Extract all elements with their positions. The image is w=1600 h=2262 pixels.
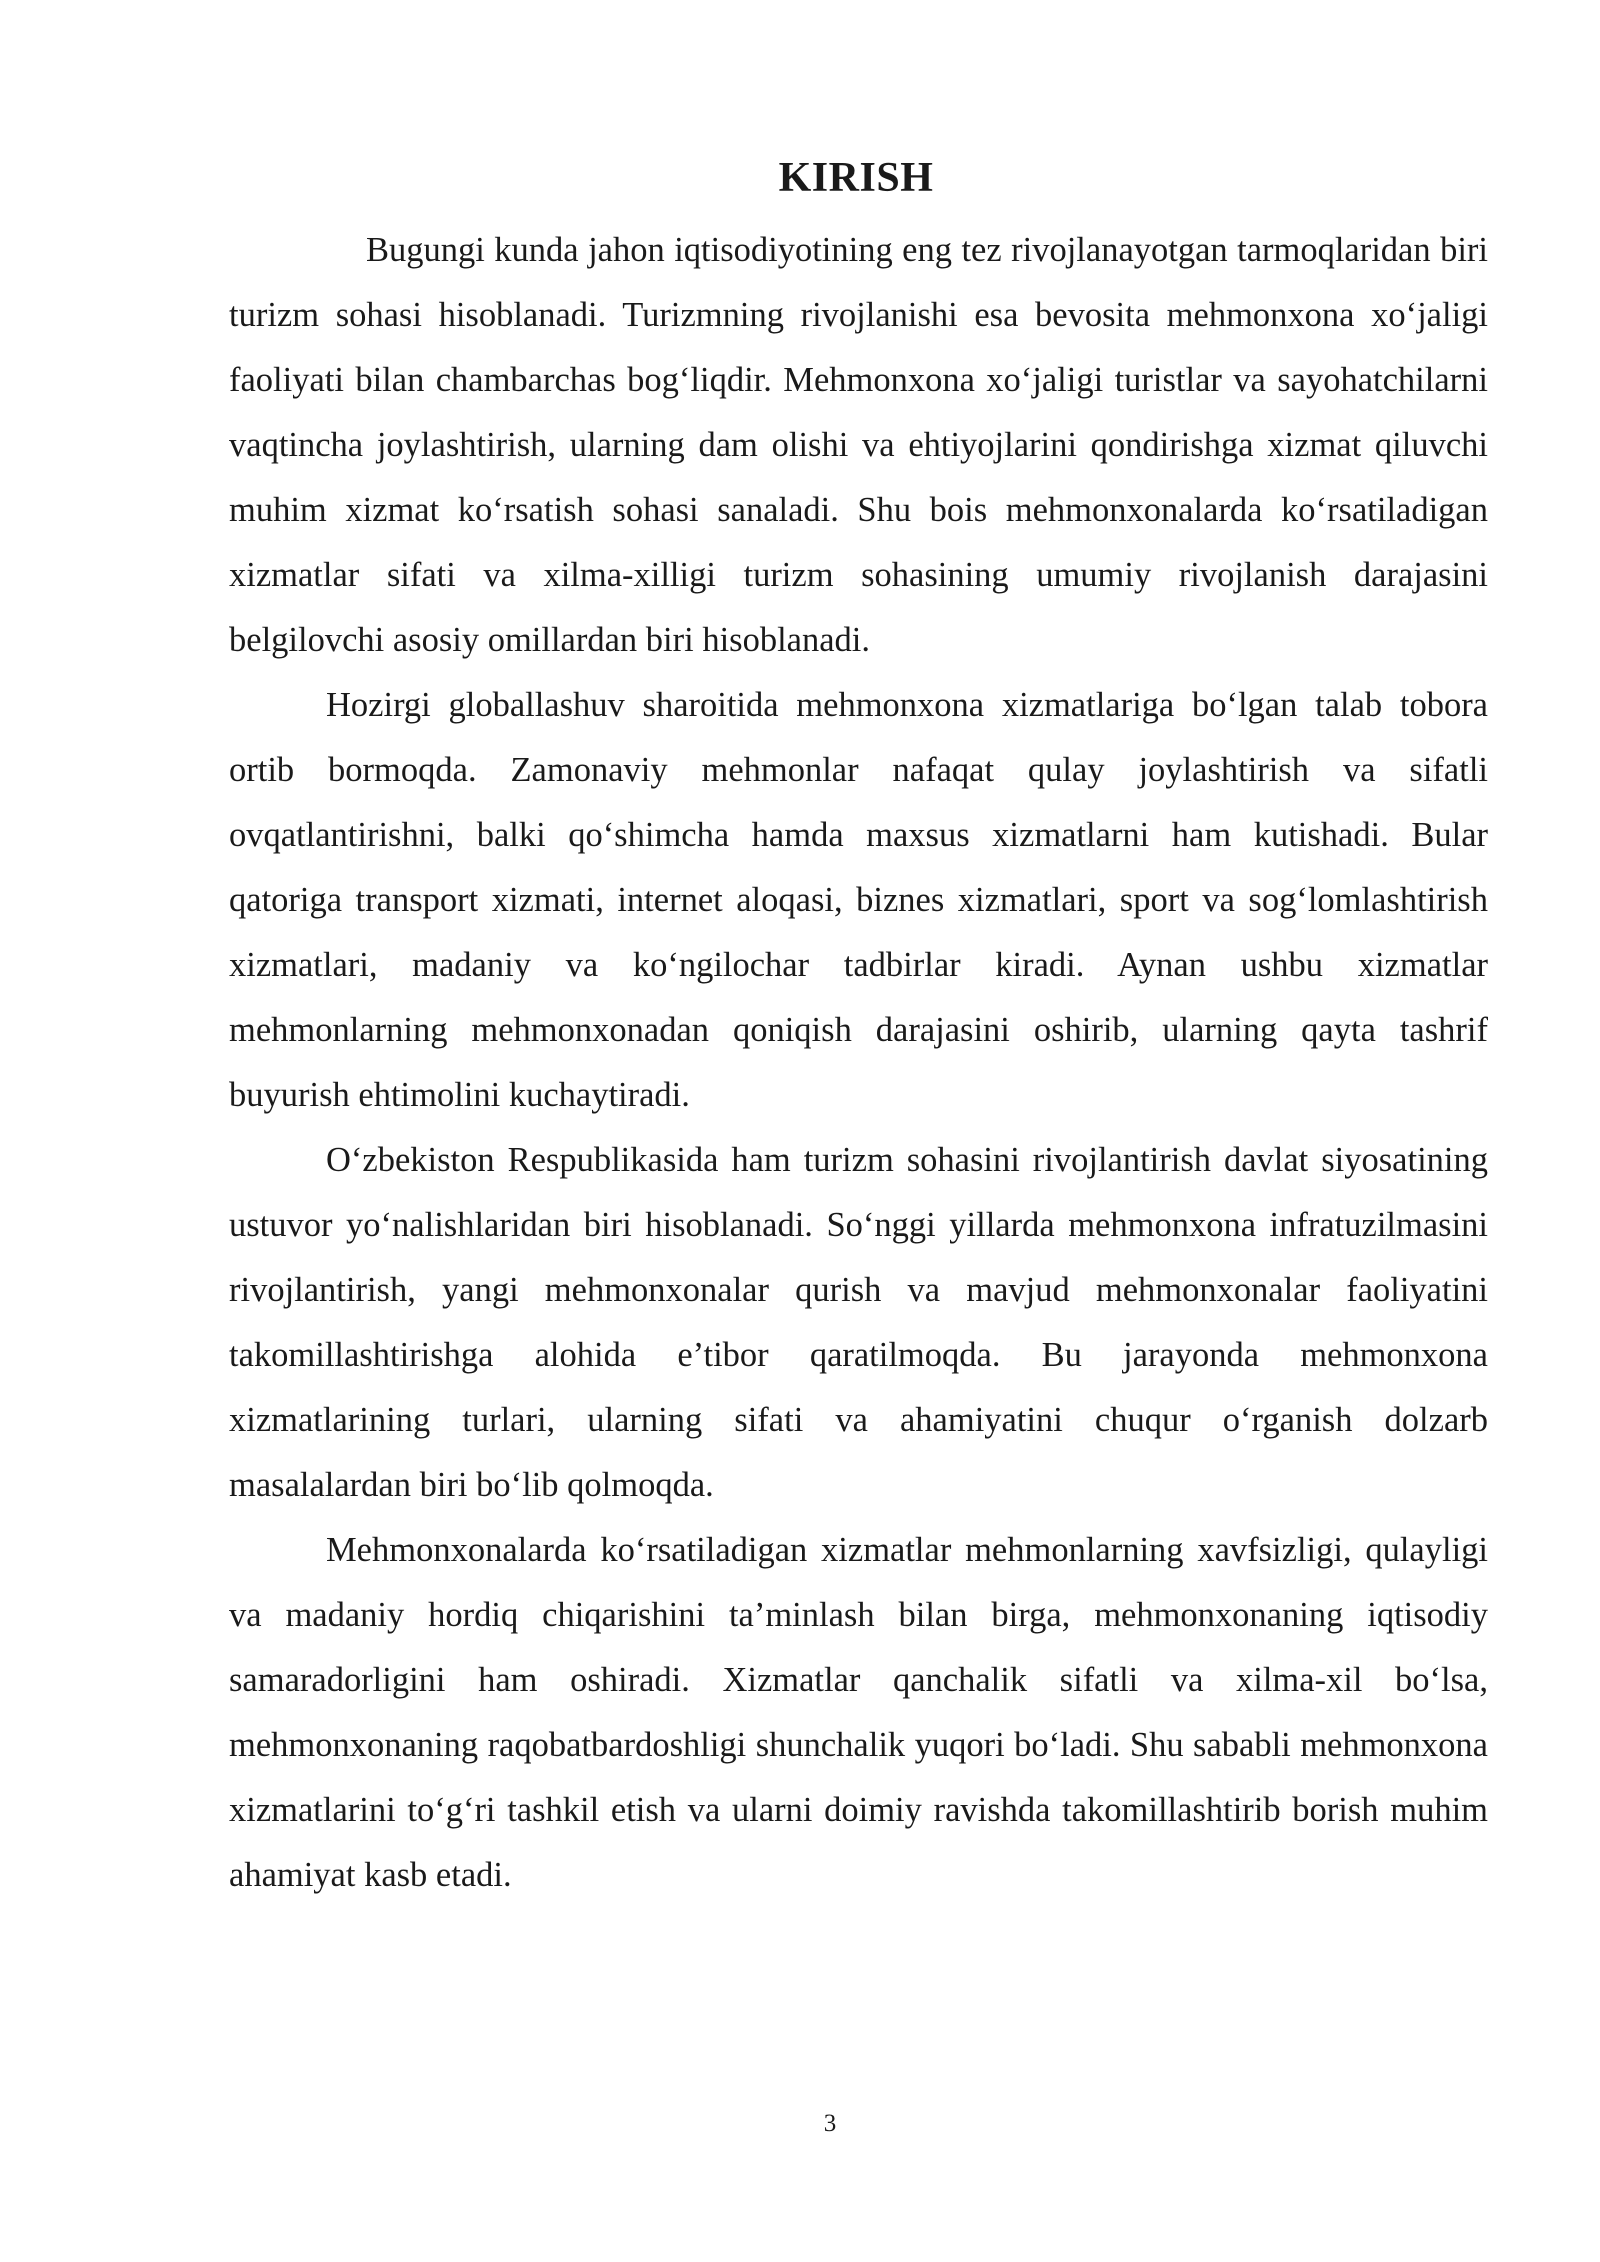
page-number: 3 [823, 2110, 837, 2137]
document-body [229, 218, 1488, 1908]
paragraph-4: Mehmonxonalarda ko‘rsatiladigan xizmatlar mehmonlarning xavfsizligi, qulayligi va madaniy hordiq chiqarishini ta’minlash bilan birga, mehmonxonaning iqtisodiy samaradorligini ham oshiradi. Xizmatlar qanchalik sifatli va xilma-xil bo‘lsa, mehmonxonaning raqobatbardoshligi shunchalik yuqori bo‘ladi. Shu sababli mehmonxona xizmatlarini to‘g‘ri tashkil etish va ularni doimiy ravishda takomillashtirib borish muhim ahamiyat kasb etadi. [229, 1531, 1488, 1894]
paragraph-2: Hozirgi globallashuv sharoitida mehmonxona xizmatlariga bo‘lgan talab tobora ortib bormoqda. Zamonaviy mehmonlar nafaqat qulay joylashtirish va sifatli ovqatlantirishni, balki qo‘shimcha hamda maxsus xizmatlarni ham kutishadi. Bular qatoriga transport xizmati, internet aloqasi, biznes xizmatlari, sport va sog‘lomlashtirish xizmatlari, madaniy va ko‘ngilochar tadbirlar kiradi. Aynan ushbu xizmatlar mehmonlarning mehmonxonadan qoniqish darajasini oshirib, ularning qayta tashrif buyurish ehtimolini kuchaytiradi. [229, 686, 1488, 1114]
paragraph-1: Bugungi kunda jahon iqtisodiyotining eng tez rivojlanayotgan tarmoqlaridan biri turizm sohasi hisoblanadi. Turizmning rivojlanishi esa bevosita mehmonxona xo‘jaligi faoliyati bilan chambarchas bog‘liqdir. Mehmonxona xo‘jaligi turistlar va sayohatchilarni vaqtincha joylashtirish, ularning dam olishi va ehtiyojlarini qondirishga xizmat qiluvchi muhim xizmat ko‘rsatish sohasi sanaladi. Shu bois mehmonxonalarda ko‘rsatiladigan xizmatlar sifati va xilma-xilligi turizm sohasining umumiy rivojlanish darajasini belgilovchi asosiy omillardan biri hisoblanadi. [229, 231, 1488, 659]
page-title: KIRISH [778, 155, 934, 201]
paragraph-3: O‘zbekiston Respublikasida ham turizm sohasini rivojlantirish davlat siyosatining ustuvor yo‘nalishlaridan biri hisoblanadi. So‘nggi yillarda mehmonxona infratuzilmasini rivojlantirish, yangi mehmonxonalar qurish va mavjud mehmonxonalar faoliyatini takomillashtirishga alohida e’tibor qaratilmoqda. Bu jarayonda mehmonxona xizmatlarining turlari, ularning sifati va ahamiyatini chuqur o‘rganish dolzarb masalalardan biri bo‘lib qolmoqda. [229, 1141, 1488, 1504]
